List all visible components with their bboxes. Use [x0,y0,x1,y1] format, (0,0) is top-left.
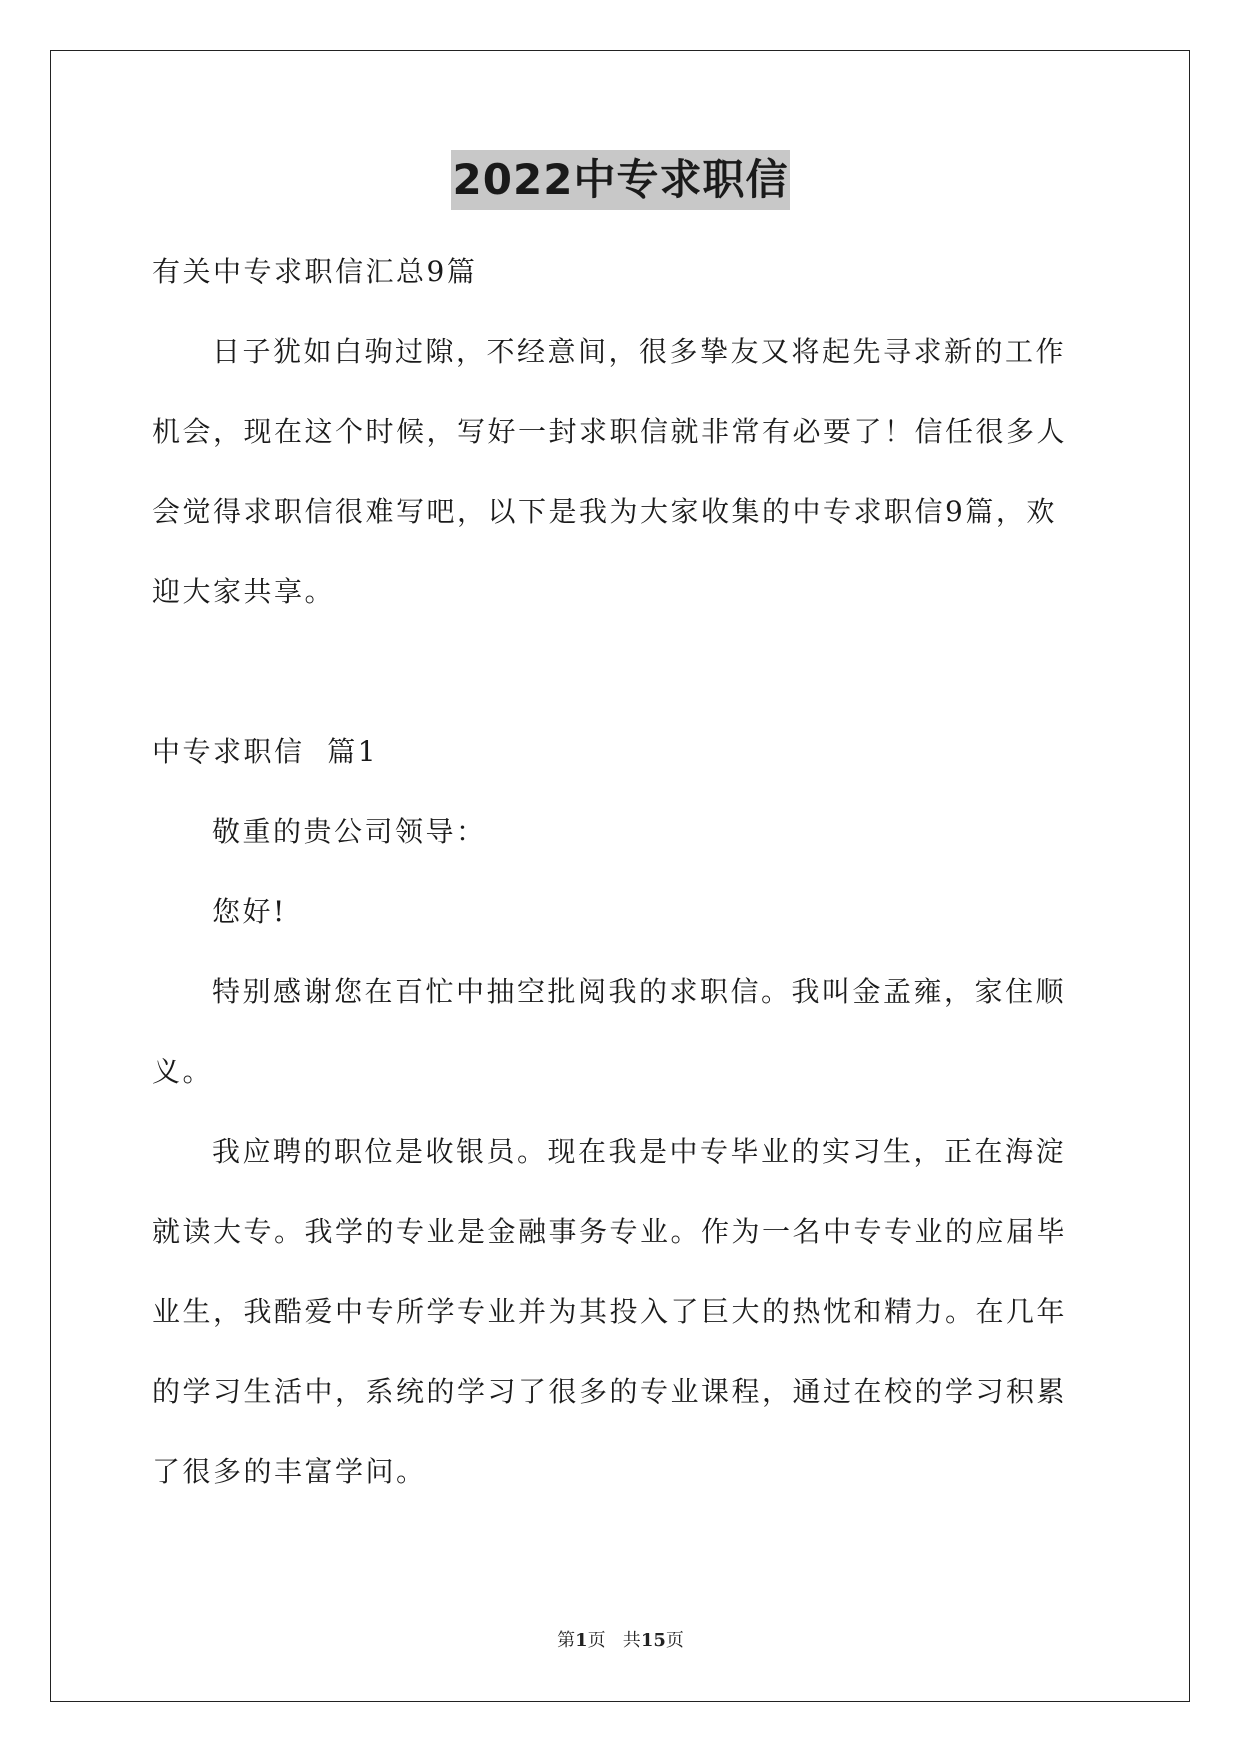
body-paragraph: 我应聘的职位是收银员。现在我是中专毕业的实习生，正在海淀就读大专。我学的专业是金融事务专业。作为一名中专专业的应届毕业生，我酷爱中专所学专业并为其投入了巨大的热忱和精力。在几年的学习生活中，系统的学习了很多的专业课程，通过在校的学习积累了很多的丰富学问。 [152,1135,1068,1488]
greeting: 您好! [212,895,287,928]
document-subtitle: 有关中专求职信汇总9篇 [152,255,478,288]
page-footer [0,1628,1241,1654]
salutation: 敬重的贵公司领导： [212,815,487,848]
footer-total-pages: 15 [640,1630,666,1651]
footer-page-number: 1 [575,1630,588,1651]
footer-suffix: 页 [665,1630,684,1651]
section-spacer [152,632,1087,712]
document-title: 2022中专求职信 [451,150,791,210]
title-container [0,150,1241,210]
document-body [152,232,1087,1512]
section-heading: 中专求职信 篇1 [152,735,379,768]
intro-paragraph: 日子犹如白驹过隙，不经意间，很多挚友又将起先寻求新的工作机会，现在这个时候，写好一封求职信就非常有必要了！信任很多人会觉得求职信很难写吧，以下是我为大家收集的中专求职信9篇，欢迎大家共享。 [152,335,1068,608]
footer-mid: 页 共 [587,1630,641,1651]
footer-prefix: 第 [557,1630,576,1651]
body-paragraph: 特别感谢您在百忙中抽空批阅我的求职信。我叫金孟雍，家住顺义。 [152,975,1067,1088]
